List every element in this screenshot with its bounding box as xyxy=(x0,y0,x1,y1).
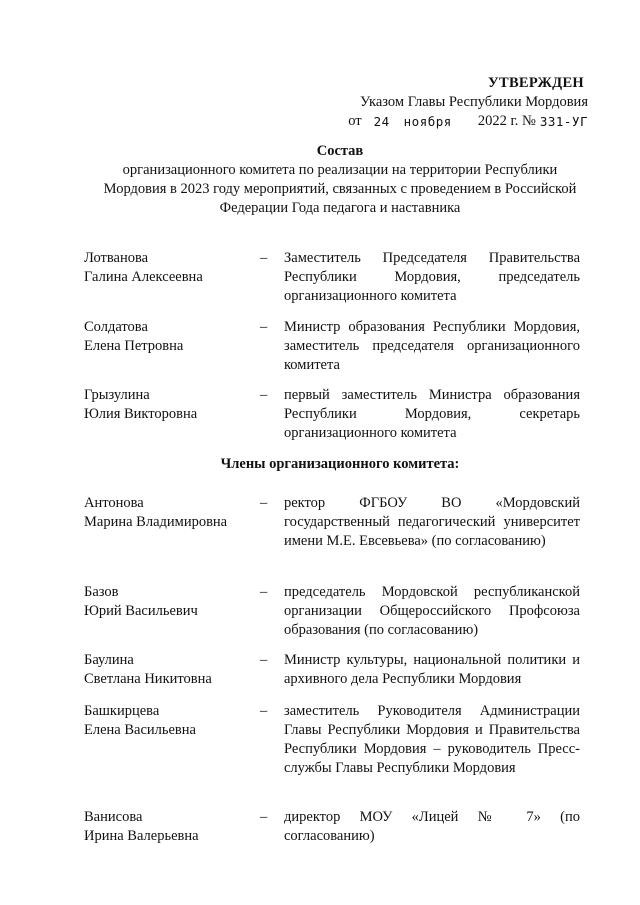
member-surname: Антонова xyxy=(84,495,144,511)
member-position: заместитель Руководителя Администрации Главы Республики Мордовия и Правительства Республики Мордовия – руководитель Пресс-службы Главы Республики Мордовия xyxy=(284,703,580,776)
member-surname: Башкирцева xyxy=(84,703,160,719)
member-position: директор МОУ «Лицей № 7» (по согласованию) xyxy=(284,809,580,844)
title-line-2: Мордовия в 2023 году мероприятий, связанных с проведением в Российской xyxy=(103,181,577,197)
member-given-name: Галина Алексеевна xyxy=(84,269,203,285)
member-position: Министр культуры, национальной политики и архивного дела Республики Мордовия xyxy=(284,652,580,687)
title-line-1: организационного комитета по реализации на территории Республики xyxy=(122,162,558,178)
member-position: ректор ФГБОУ ВО «Мордовский государственный педагогический университет имени М.Е. Евсевьева» (по согласованию) xyxy=(284,495,580,549)
member-surname: Грызулина xyxy=(84,387,150,403)
approval-block xyxy=(348,74,588,131)
title-heading: Состав xyxy=(316,143,364,159)
member-surname: Солдатова xyxy=(84,319,148,335)
dash: – xyxy=(260,652,268,668)
decree-number: 331-УГ xyxy=(539,114,588,129)
dash: – xyxy=(260,809,268,825)
member-position: председатель Мордовской республиканской организации Общероссийского Профсоюза образования (по согласованию) xyxy=(284,584,580,638)
members-heading: Члены организационного комитета: xyxy=(220,456,460,472)
member-name xyxy=(84,386,254,424)
decree-date-line xyxy=(348,112,588,131)
member-name xyxy=(84,583,254,621)
member-name xyxy=(84,808,254,846)
member-given-name: Юрий Васильевич xyxy=(84,603,198,619)
dash: – xyxy=(260,495,268,511)
member-given-name: Юлия Викторовна xyxy=(84,406,198,422)
title-line-3: Федерации Года педагога и наставника xyxy=(219,200,461,216)
dash: – xyxy=(260,319,268,335)
member-position: Министр образования Республики Мордовия, заместитель председателя организационного комитета xyxy=(284,319,580,373)
member-given-name: Елена Петровна xyxy=(84,338,184,354)
member-position: Заместитель Председателя Правительства Республики Мордовия, председатель организационного комитета xyxy=(284,250,580,304)
decree-month: ноября xyxy=(403,114,452,129)
member-given-name: Ирина Валерьевна xyxy=(84,828,199,844)
dash: – xyxy=(260,584,268,600)
approved-label: УТВЕРЖДЕН xyxy=(488,75,584,91)
member-surname: Лотванова xyxy=(84,250,149,266)
decree-day: 24 xyxy=(373,114,390,129)
member-given-name: Марина Владимировна xyxy=(84,514,228,530)
member-surname: Базов xyxy=(84,584,119,600)
document-title xyxy=(80,142,600,218)
member-surname: Баулина xyxy=(84,652,134,668)
dash: – xyxy=(260,387,268,403)
member-given-name: Елена Васильевна xyxy=(84,722,196,738)
decree-year: 2022 г. № xyxy=(477,113,536,129)
decree-line: Указом Главы Республики Мордовия xyxy=(360,94,588,110)
member-name xyxy=(84,249,254,287)
date-prefix: от xyxy=(348,113,362,129)
member-name xyxy=(84,651,254,689)
member-name xyxy=(84,318,254,356)
dash: – xyxy=(260,250,268,266)
member-given-name: Светлана Никитовна xyxy=(84,671,212,687)
member-position: первый заместитель Министра образования Республики Мордовия, секретарь организационного комитета xyxy=(284,387,580,441)
member-name xyxy=(84,702,254,740)
member-surname: Ванисова xyxy=(84,809,143,825)
dash: – xyxy=(260,703,268,719)
member-name xyxy=(84,494,254,532)
